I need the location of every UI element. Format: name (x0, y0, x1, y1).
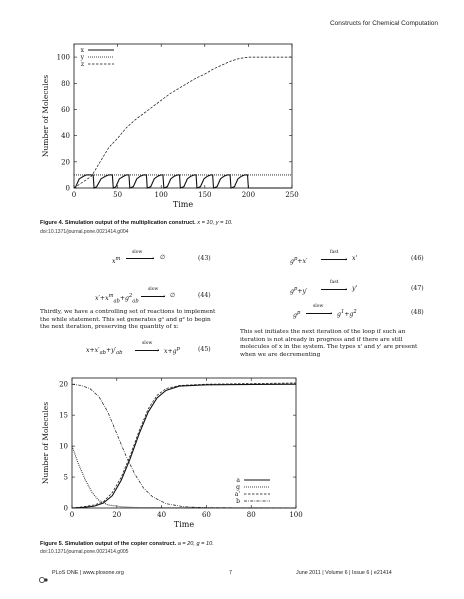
eq45-number: (45) (198, 346, 211, 353)
y-tick-label: 20 (59, 380, 68, 389)
series-line-ap (72, 383, 296, 508)
figure-4-legend (80, 47, 114, 68)
legend-label: b (236, 498, 240, 506)
eq47-arrowhead: › (345, 286, 348, 293)
x-tick-label: 40 (157, 511, 167, 519)
series-line-z (74, 57, 292, 188)
right-paragraph: This set initiates the next iteration of the loop if such an iteration is not already in progress and if there are still molecules of x in the system. The types x' and y' are present when we are decrementing (240, 329, 418, 358)
series-line-g (72, 446, 296, 508)
x-tick-label: 80 (246, 511, 256, 519)
eq47-number: (47) (411, 285, 424, 292)
eq45-arrowhead: › (157, 347, 160, 354)
equation-45 (86, 343, 216, 359)
figure-5-axes (41, 378, 303, 529)
y-tick-label: 15 (59, 411, 68, 420)
figure-5-plot (40, 370, 310, 536)
legend-label: y (80, 54, 84, 62)
eq44-rate: slow (148, 287, 159, 292)
y-tick-label: 100 (56, 53, 70, 62)
eq43-rhs: ∅ (160, 254, 166, 261)
x-tick-label: 150 (198, 191, 212, 199)
equation-46 (290, 252, 400, 268)
plos-logo-icon (39, 569, 49, 577)
eq47-arrow (321, 289, 347, 290)
legend-label: a (236, 477, 240, 485)
x-tick-label: 100 (289, 511, 303, 519)
eq43-lhs: $x^m$ (112, 256, 121, 266)
equation-43 (112, 252, 232, 268)
eq48-number: (48) (411, 309, 424, 316)
x-tick-label: 50 (113, 191, 123, 199)
y-tick-label: 60 (61, 105, 70, 114)
eq48-arrowhead: › (330, 310, 333, 317)
figure-5-caption-params: a = 20, g = 10. (177, 541, 214, 547)
legend-label: a' (234, 491, 240, 499)
figure-4-series (74, 57, 292, 188)
eq48-rate: slow (313, 304, 324, 309)
footer-issue: June 2011 | Volume 6 | Issue 6 | e21414 (296, 570, 392, 576)
eq48-arrow (306, 313, 332, 314)
series-line-x (74, 175, 292, 188)
y-tick-label: 40 (61, 132, 70, 141)
figure-4-doi[interactable]: doi:10.1371/journal.pone.0021414.g004 (40, 229, 129, 235)
x-tick-label: 0 (71, 191, 77, 199)
running-header: Constructs for Chemical Computation (329, 20, 438, 27)
x-tick-label: 0 (69, 511, 75, 519)
eq46-number: (46) (411, 255, 424, 262)
figure-4-caption (40, 220, 300, 227)
figure-4-plot (40, 36, 300, 212)
eq44-rhs: ∅ (170, 292, 176, 299)
y-tick-label: 0 (65, 184, 70, 193)
figure-5-series (72, 383, 296, 508)
x-tick-label: 100 (154, 191, 168, 199)
x-tick-label: 20 (112, 511, 122, 519)
figure-4-axes (41, 44, 299, 209)
eq47-rate: fast (330, 280, 339, 285)
eq45-lhs: $x+x'_{ab}+y'_{ab}$ (86, 347, 123, 357)
footer-page-number: 7 (229, 570, 232, 576)
figure-5-caption (40, 541, 300, 548)
plot-frame (72, 378, 296, 508)
series-line-a (72, 384, 296, 508)
eq43-arrow (126, 258, 154, 259)
y-tick-label: 20 (61, 158, 70, 167)
eq47-rhs: y' (352, 285, 358, 292)
y-tick-label: 80 (61, 79, 70, 88)
x-tick-label: 60 (201, 511, 211, 519)
series-line-b (72, 384, 296, 508)
eq44-number: (44) (198, 292, 211, 299)
legend-label: x (80, 47, 84, 55)
eq44-lhs: $x'+x^m_{ab}+g^2_{ab}$ (95, 293, 139, 305)
y-axis-label: Number of Molecules (41, 74, 50, 158)
eq45-rhs: $x+g^p$ (164, 346, 180, 356)
eq45-rate: slow (142, 341, 153, 346)
figure-5-caption-label: Figure 5. Simulation output of the copier construct. (40, 541, 177, 547)
legend-label: g (236, 484, 240, 492)
eq43-rate: slow (132, 250, 143, 255)
y-tick-label: 10 (59, 442, 68, 451)
eq44-arrow (141, 296, 165, 297)
equation-47 (290, 282, 400, 298)
left-paragraph: Thirdly, we have a controlling set of reactions to implement the while statement. This set generates g¹ and g² to begin the next iteration, preserving the quantity of x: (40, 309, 216, 331)
eq43-number: (43) (198, 255, 211, 262)
legend-label: z (80, 61, 84, 69)
figure-4-caption-params: x = 10, y = 10. (197, 220, 233, 226)
y-tick-label: 0 (63, 504, 68, 513)
x-tick-label: 200 (241, 191, 256, 199)
eq46-arrowhead: › (345, 256, 348, 263)
figure-5-legend (235, 477, 270, 505)
x-tick-label: 250 (285, 191, 299, 199)
x-axis-label: Time (173, 520, 195, 529)
eq45-arrow (135, 350, 159, 351)
eq46-lhs: $g^p+x'$ (290, 256, 308, 266)
x-axis-label: Time (172, 200, 194, 209)
eq43-arrowhead: › (152, 255, 155, 262)
eq46-arrow (321, 259, 347, 260)
eq47-lhs: $g^p+y'$ (290, 286, 308, 296)
eq48-lhs: $g^p$ (293, 310, 301, 320)
eq46-rhs: x' (352, 255, 358, 262)
footer-journal[interactable]: PLoS ONE | www.plosone.org (52, 570, 124, 576)
plot-frame (74, 44, 292, 188)
equation-44 (95, 289, 215, 305)
y-axis-label: Number of Molecules (41, 401, 50, 485)
equation-48 (293, 306, 403, 322)
eq46-rate: fast (330, 250, 339, 255)
figure-5-doi[interactable]: doi:10.1371/journal.pone.0021414.g005 (40, 549, 129, 555)
figure-4-caption-label: Figure 4. Simulation output of the multiplication construct. (40, 220, 196, 226)
eq48-rhs: $g^1+g^2$ (337, 309, 357, 319)
y-tick-label: 5 (63, 473, 68, 482)
eq44-arrowhead: › (163, 293, 166, 300)
